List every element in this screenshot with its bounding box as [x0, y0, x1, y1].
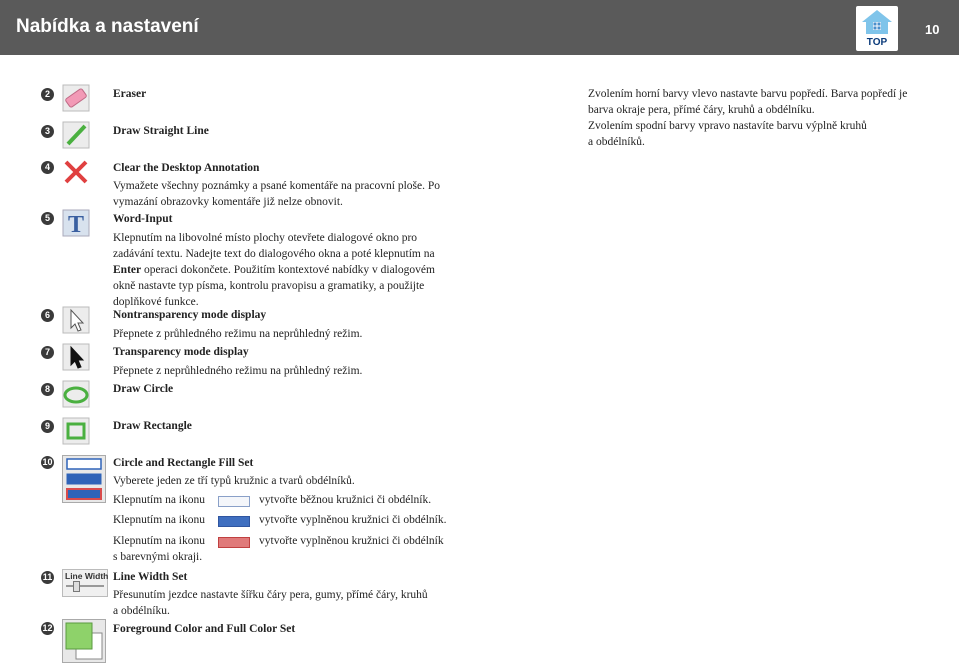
item-title: Nontransparency mode display — [113, 309, 267, 321]
white-pointer-icon[interactable] — [62, 306, 90, 334]
item-description-part: operaci dokončete. Použitím kontextové nabídky v dialogovém — [141, 264, 435, 276]
item-number: 11 — [42, 572, 53, 582]
item-description: zadávání textu. Nadejte text do dialogového okna a poté klepnutím na — [113, 248, 435, 260]
top-button[interactable] — [856, 6, 898, 51]
item-description: vytvořte vyplněnou kružnici či obdélník. — [259, 514, 447, 526]
item-title: Eraser — [113, 88, 147, 100]
item-description: vytvořte vyplněnou kružnici či obdélník — [259, 535, 444, 547]
side-note-line: Zvolením horní barvy vlevo nastavte barvu popředí. Barva popředí je — [588, 88, 908, 100]
item-number: 4 — [41, 161, 54, 174]
item-description: doplňkové funkce. — [113, 296, 199, 308]
enter-key-label: Enter — [113, 264, 142, 276]
home-icon — [861, 9, 893, 35]
straight-line-icon[interactable] — [62, 121, 90, 149]
line-width-slider[interactable] — [62, 569, 108, 597]
item-number: 9 — [41, 420, 54, 433]
item-description: Přesunutím jezdce nastavte šířku čáry pera, gumy, přímé čáry, kruhů — [113, 589, 428, 601]
text-input-icon[interactable] — [62, 209, 90, 237]
item-number: 5 — [41, 212, 54, 225]
item-description — [113, 262, 435, 278]
solid-fill-swatch[interactable] — [218, 516, 250, 527]
rectangle-icon[interactable] — [62, 417, 90, 445]
side-note-line: barva okraje pera, přímé čáry, kruhů a obdélníku. — [588, 104, 815, 116]
item-title: Word-Input — [113, 213, 173, 225]
item-description: s barevnými okraji. — [113, 551, 203, 563]
outline-fill-swatch[interactable] — [218, 496, 250, 507]
black-pointer-icon[interactable] — [62, 343, 90, 371]
line-width-label: Line Width — [65, 571, 109, 581]
svg-text:T: T — [67, 212, 85, 237]
item-title: Clear the Desktop Annotation — [113, 162, 260, 174]
item-number: 8 — [41, 383, 54, 396]
fill-set-icon[interactable] — [62, 455, 106, 503]
item-title: Line Width Set — [113, 571, 188, 583]
top-label: TOP — [866, 37, 888, 48]
item-description: vymazání obrazovky komentáře již nelze obnovit. — [113, 196, 343, 208]
click-icon-label: Klepnutím na ikonu — [113, 535, 205, 547]
slider-thumb[interactable] — [73, 581, 80, 592]
item-description: Klepnutím na libovolné místo plochy otevřete dialogové okno pro — [113, 232, 418, 244]
item-description: Vyberete jeden ze tří typů kružnic a tvarů obdélníků. — [113, 475, 355, 487]
item-number: 3 — [41, 125, 54, 138]
click-icon-label: Klepnutím na ikonu — [113, 494, 205, 506]
circle-icon[interactable] — [62, 380, 90, 408]
item-number: 10 — [42, 457, 53, 467]
side-note-line: a obdélníků. — [588, 136, 645, 148]
item-description: a obdélníku. — [113, 605, 170, 617]
item-description: Přepnete z průhledného režimu na neprůhledný režim. — [113, 328, 363, 340]
page-title: Nabídka a nastavení — [16, 16, 199, 37]
side-note-line: Zvolením spodní barvy vpravo nastavíte barvu výplně kruhů — [588, 120, 867, 132]
item-description: vytvořte běžnou kružnici či obdélník. — [259, 494, 432, 506]
slider-track — [66, 585, 104, 587]
page-header — [0, 0, 959, 55]
item-title: Draw Rectangle — [113, 420, 192, 432]
eraser-icon[interactable] — [62, 84, 90, 112]
colored-border-fill-swatch[interactable] — [218, 537, 250, 548]
item-description: Přepnete z neprůhledného režimu na průhledný režim. — [113, 365, 363, 377]
click-icon-label: Klepnutím na ikonu — [113, 514, 205, 526]
item-number: 7 — [41, 346, 54, 359]
item-title: Transparency mode display — [113, 346, 249, 358]
item-title: Draw Circle — [113, 383, 174, 395]
item-title: Draw Straight Line — [113, 125, 209, 137]
item-number: 2 — [41, 88, 54, 101]
item-title: Foreground Color and Full Color Set — [113, 623, 296, 635]
item-description: Vymažete všechny poznámky a psané komentáře na pracovní ploše. Po — [113, 180, 441, 192]
page-number: 10 — [925, 22, 940, 37]
item-number: 12 — [42, 623, 53, 633]
item-title: Circle and Rectangle Fill Set — [113, 457, 254, 469]
color-set-icon[interactable] — [62, 619, 106, 663]
item-description: okně nastavte typ písma, kontrolu pravopisu a gramatiky, a použijte — [113, 280, 425, 292]
clear-annotation-icon[interactable] — [62, 158, 90, 186]
item-number: 6 — [41, 309, 54, 322]
